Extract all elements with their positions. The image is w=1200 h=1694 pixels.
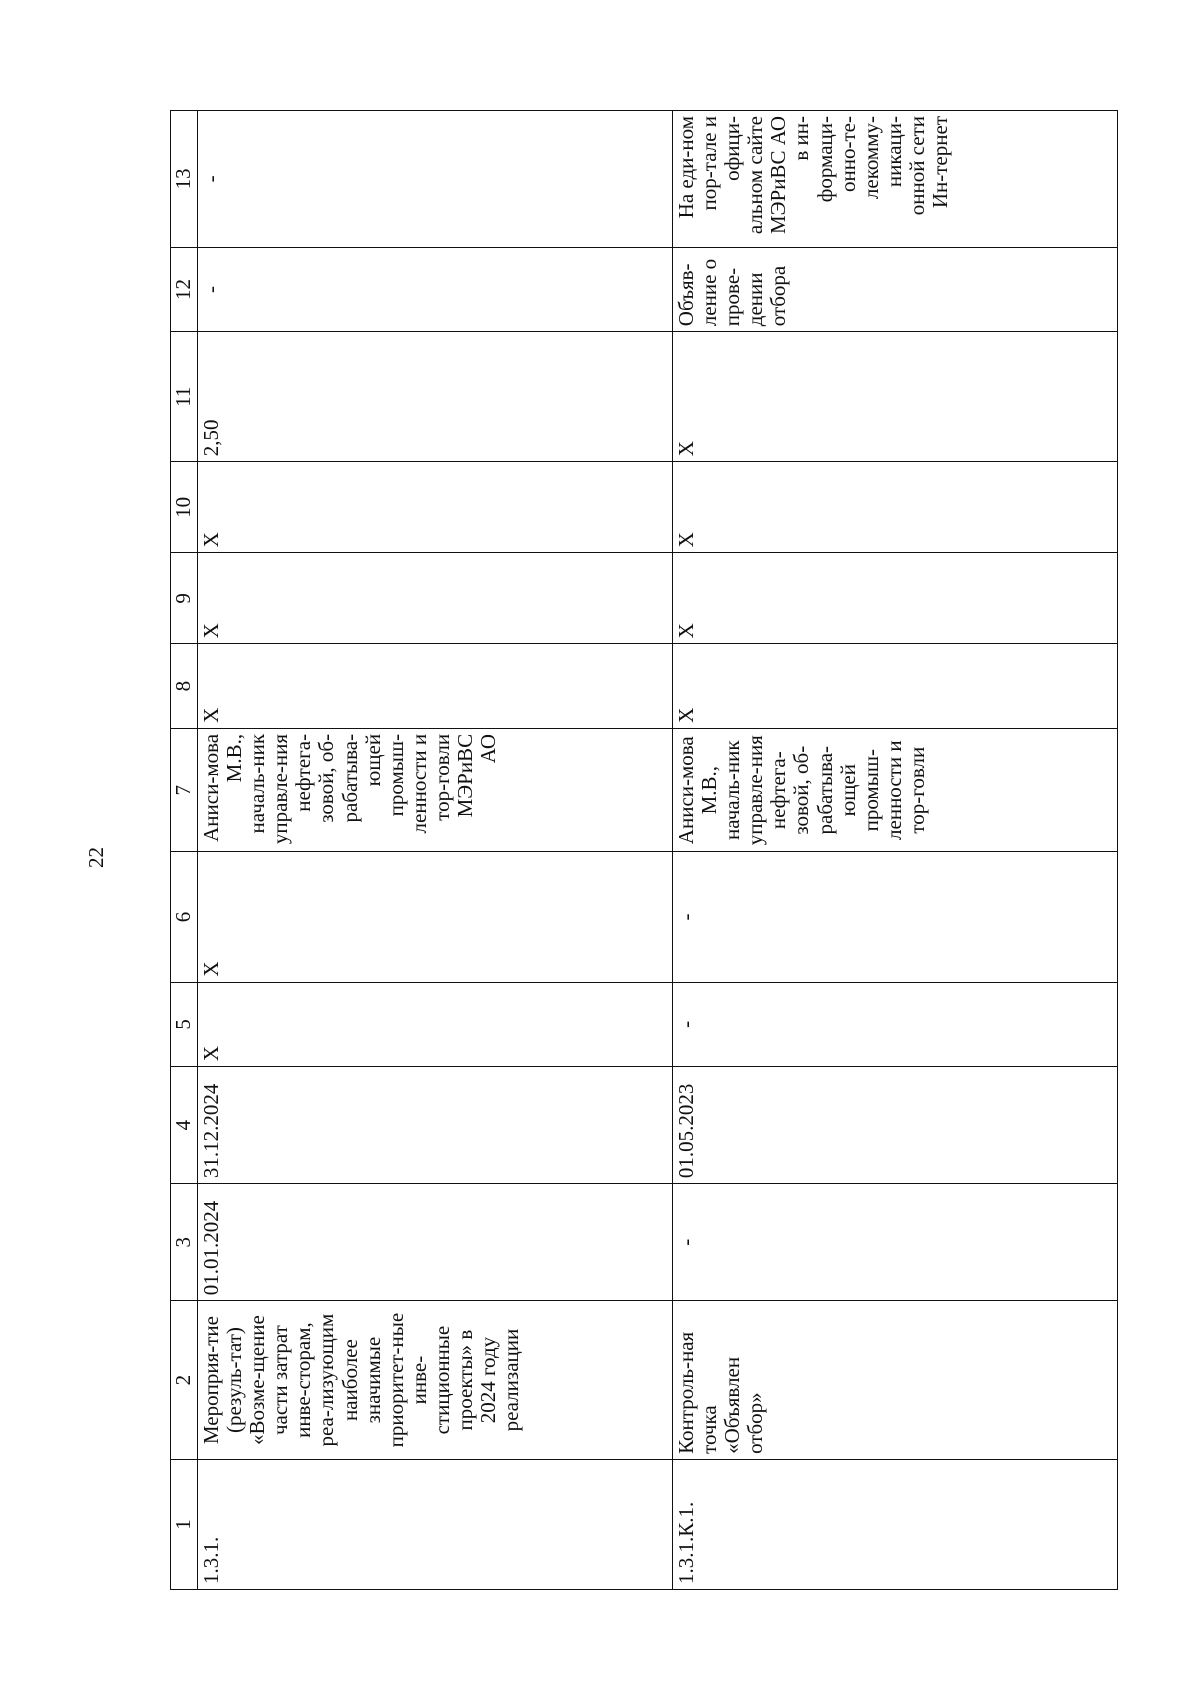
cell-name: Мероприя-тие (резуль-тат) «Возме-щение части затрат инве-сторам, реа-лизующим наиболее значимые приоритет-ные инве-стиционные проекты» в 2024 году реализации: [198, 1301, 673, 1460]
col-header-3: 3: [171, 1184, 198, 1301]
cell-responsible: Аниси-мова М.В., началь-ник управле-ния нефтега-зовой, об-рабатыва-ющей промыш-ленности и тор-говли МЭРиВС АО: [198, 728, 673, 852]
col-header-5: 5: [171, 982, 198, 1067]
header-row: [171, 111, 198, 1590]
cell-responsible: Аниси-мова М.В., началь-ник управле-ния нефтега-зовой, об-рабатыва-ющей промыш-ленности и тор-говли: [673, 728, 1118, 852]
cell-col5: -: [673, 982, 1118, 1067]
cell-amount: 2,50: [198, 332, 673, 462]
table-row: [198, 111, 673, 1590]
col-header-8: 8: [171, 644, 198, 729]
table-container: [170, 110, 1110, 1590]
col-header-12: 12: [171, 247, 198, 332]
cell-col9: Х: [673, 553, 1118, 644]
cell-start-date: 01.01.2024: [198, 1184, 673, 1301]
cell-col6: -: [673, 852, 1118, 982]
cell-col10: Х: [198, 462, 673, 553]
cell-col8: Х: [673, 644, 1118, 729]
col-header-7: 7: [171, 728, 198, 852]
col-header-2: 2: [171, 1301, 198, 1460]
cell-col13: На еди-ном пор-тале и офици-альном сайте МЭРиВС АО в ин-формаци-онно-те-лекомму-никаци-онной сети Ин-тернет: [673, 111, 1118, 248]
cell-start-date: -: [673, 1184, 1118, 1301]
rotated-table: [170, 110, 1110, 1590]
plan-table: [170, 110, 1118, 1590]
cell-col13: -: [198, 111, 673, 248]
cell-end-date: 31.12.2024: [198, 1067, 673, 1184]
col-header-6: 6: [171, 852, 198, 982]
cell-col12: -: [198, 247, 673, 332]
cell-col9: Х: [198, 553, 673, 644]
col-header-11: 11: [171, 332, 198, 462]
col-header-1: 1: [171, 1459, 198, 1589]
col-header-4: 4: [171, 1067, 198, 1184]
cell-col8: Х: [198, 644, 673, 729]
cell-number: 1.3.1.К.1.: [673, 1459, 1118, 1589]
page-number: 22: [84, 847, 108, 868]
cell-col12: Объяв-ление о прове-дении отбора: [673, 247, 1118, 332]
cell-name: Контроль-ная точка «Объявлен отбор»: [673, 1301, 1118, 1460]
cell-end-date: 01.05.2023: [673, 1067, 1118, 1184]
cell-number: 1.3.1.: [198, 1459, 673, 1589]
cell-col6: Х: [198, 852, 673, 982]
cell-amount: Х: [673, 332, 1118, 462]
table-row: [673, 111, 1118, 1590]
cell-col10: Х: [673, 462, 1118, 553]
col-header-9: 9: [171, 553, 198, 644]
cell-col5: Х: [198, 982, 673, 1067]
col-header-13: 13: [171, 111, 198, 248]
col-header-10: 10: [171, 462, 198, 553]
